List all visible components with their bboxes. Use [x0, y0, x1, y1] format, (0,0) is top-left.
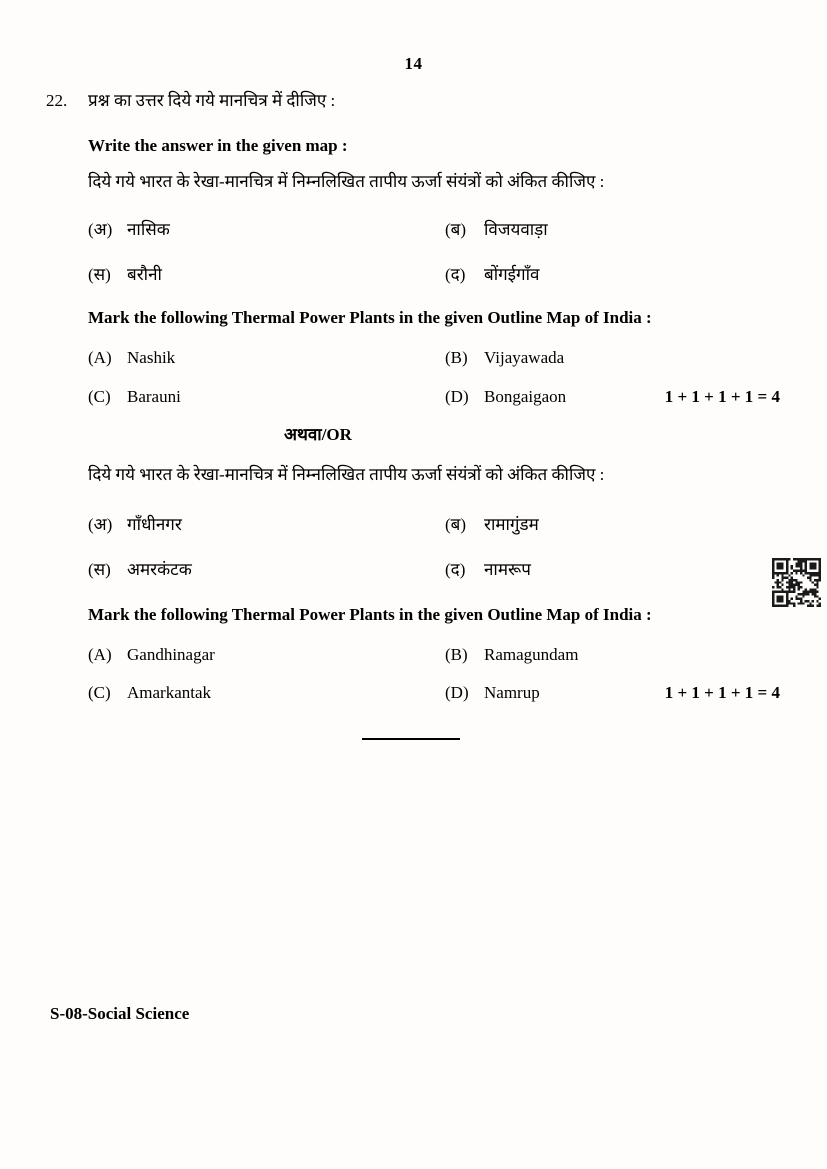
divider-line	[362, 738, 460, 740]
option-text: अमरकंटक	[127, 560, 192, 579]
option-hindi-b	[445, 219, 548, 241]
option-B	[445, 347, 564, 369]
option-hindi-s	[88, 264, 445, 286]
part1-hindi-options-row-2	[88, 264, 780, 286]
part2-english-options-row-2	[88, 682, 780, 704]
option-label: (B)	[445, 348, 468, 367]
option-C	[88, 386, 445, 408]
option-C	[88, 682, 445, 704]
option-text: विजयवाड़ा	[484, 220, 548, 239]
option-hindi-s	[88, 559, 445, 581]
part1-hindi-options-row-1	[88, 219, 780, 241]
option-D	[445, 682, 540, 704]
part2-english-options-row-1	[88, 644, 780, 666]
footer-paper-code: S-08-Social Science	[50, 1004, 190, 1023]
option-text: बोंगईगाँव	[484, 265, 540, 284]
marks-scheme: 1 + 1 + 1 + 1 = 4	[664, 683, 780, 702]
option-text: Barauni	[127, 387, 181, 406]
option-label: (ब)	[445, 515, 467, 534]
question-prompt-hindi: प्रश्न का उत्तर दिये गये मानचित्र में दीजिए :	[88, 91, 336, 110]
question-prompt-english: Write the answer in the given map :	[88, 136, 348, 155]
or-separator: अथवा/OR	[284, 425, 352, 444]
option-label: (C)	[88, 387, 111, 406]
option-B	[445, 644, 578, 666]
marks-scheme: 1 + 1 + 1 + 1 = 4	[664, 387, 780, 406]
option-hindi-a	[88, 514, 445, 536]
option-text: Vijayawada	[484, 348, 565, 367]
option-text: Amarkantak	[127, 683, 212, 702]
qr-code	[772, 558, 821, 607]
option-A	[88, 644, 445, 666]
option-label: (D)	[445, 387, 469, 406]
option-hindi-d	[445, 559, 531, 581]
option-hindi-d	[445, 264, 539, 286]
option-text: बरौनी	[127, 265, 162, 284]
part2-hindi-options-row-1	[88, 514, 780, 536]
option-D	[445, 386, 566, 408]
option-A	[88, 347, 445, 369]
option-hindi-b	[445, 514, 539, 536]
question-number: 22.	[46, 91, 68, 110]
option-hindi-a	[88, 219, 445, 241]
option-label: (अ)	[88, 515, 113, 534]
option-text: नासिक	[127, 220, 170, 239]
part1-instruction-english: Mark the following Thermal Power Plants in the given Outline Map of India :	[88, 308, 652, 327]
option-label: (ब)	[445, 220, 467, 239]
option-text: रामागुंडम	[484, 515, 539, 534]
part2-instruction-english: Mark the following Thermal Power Plants in the given Outline Map of India :	[88, 605, 652, 624]
option-text: Nashik	[127, 348, 176, 367]
option-text: Namrup	[484, 683, 540, 702]
option-label: (A)	[88, 645, 112, 664]
option-label: (B)	[445, 645, 468, 664]
option-text: Ramagundam	[484, 645, 579, 664]
part1-english-options-row-2	[88, 386, 780, 408]
option-label: (द)	[445, 265, 466, 284]
option-label: (C)	[88, 683, 111, 702]
option-text: Gandhinagar	[127, 645, 215, 664]
option-text: गाँधीनगर	[127, 515, 182, 534]
option-text: Bongaigaon	[484, 387, 567, 406]
option-label: (अ)	[88, 220, 113, 239]
part1-instruction-hindi: दिये गये भारत के रेखा-मानचित्र में निम्नलिखित तापीय ऊर्जा संयंत्रों को अंकित कीजिए :	[88, 172, 605, 191]
option-label: (स)	[88, 265, 111, 284]
option-label: (स)	[88, 560, 111, 579]
option-label: (A)	[88, 348, 112, 367]
part2-hindi-options-row-2	[88, 559, 780, 581]
part2-instruction-hindi: दिये गये भारत के रेखा-मानचित्र में निम्नलिखित तापीय ऊर्जा संयंत्रों को अंकित कीजिए :	[88, 465, 605, 484]
option-label: (द)	[445, 560, 466, 579]
option-text: नामरूप	[484, 560, 531, 579]
option-label: (D)	[445, 683, 469, 702]
part1-english-options-row-1	[88, 347, 780, 369]
page-number: 14	[404, 54, 423, 73]
